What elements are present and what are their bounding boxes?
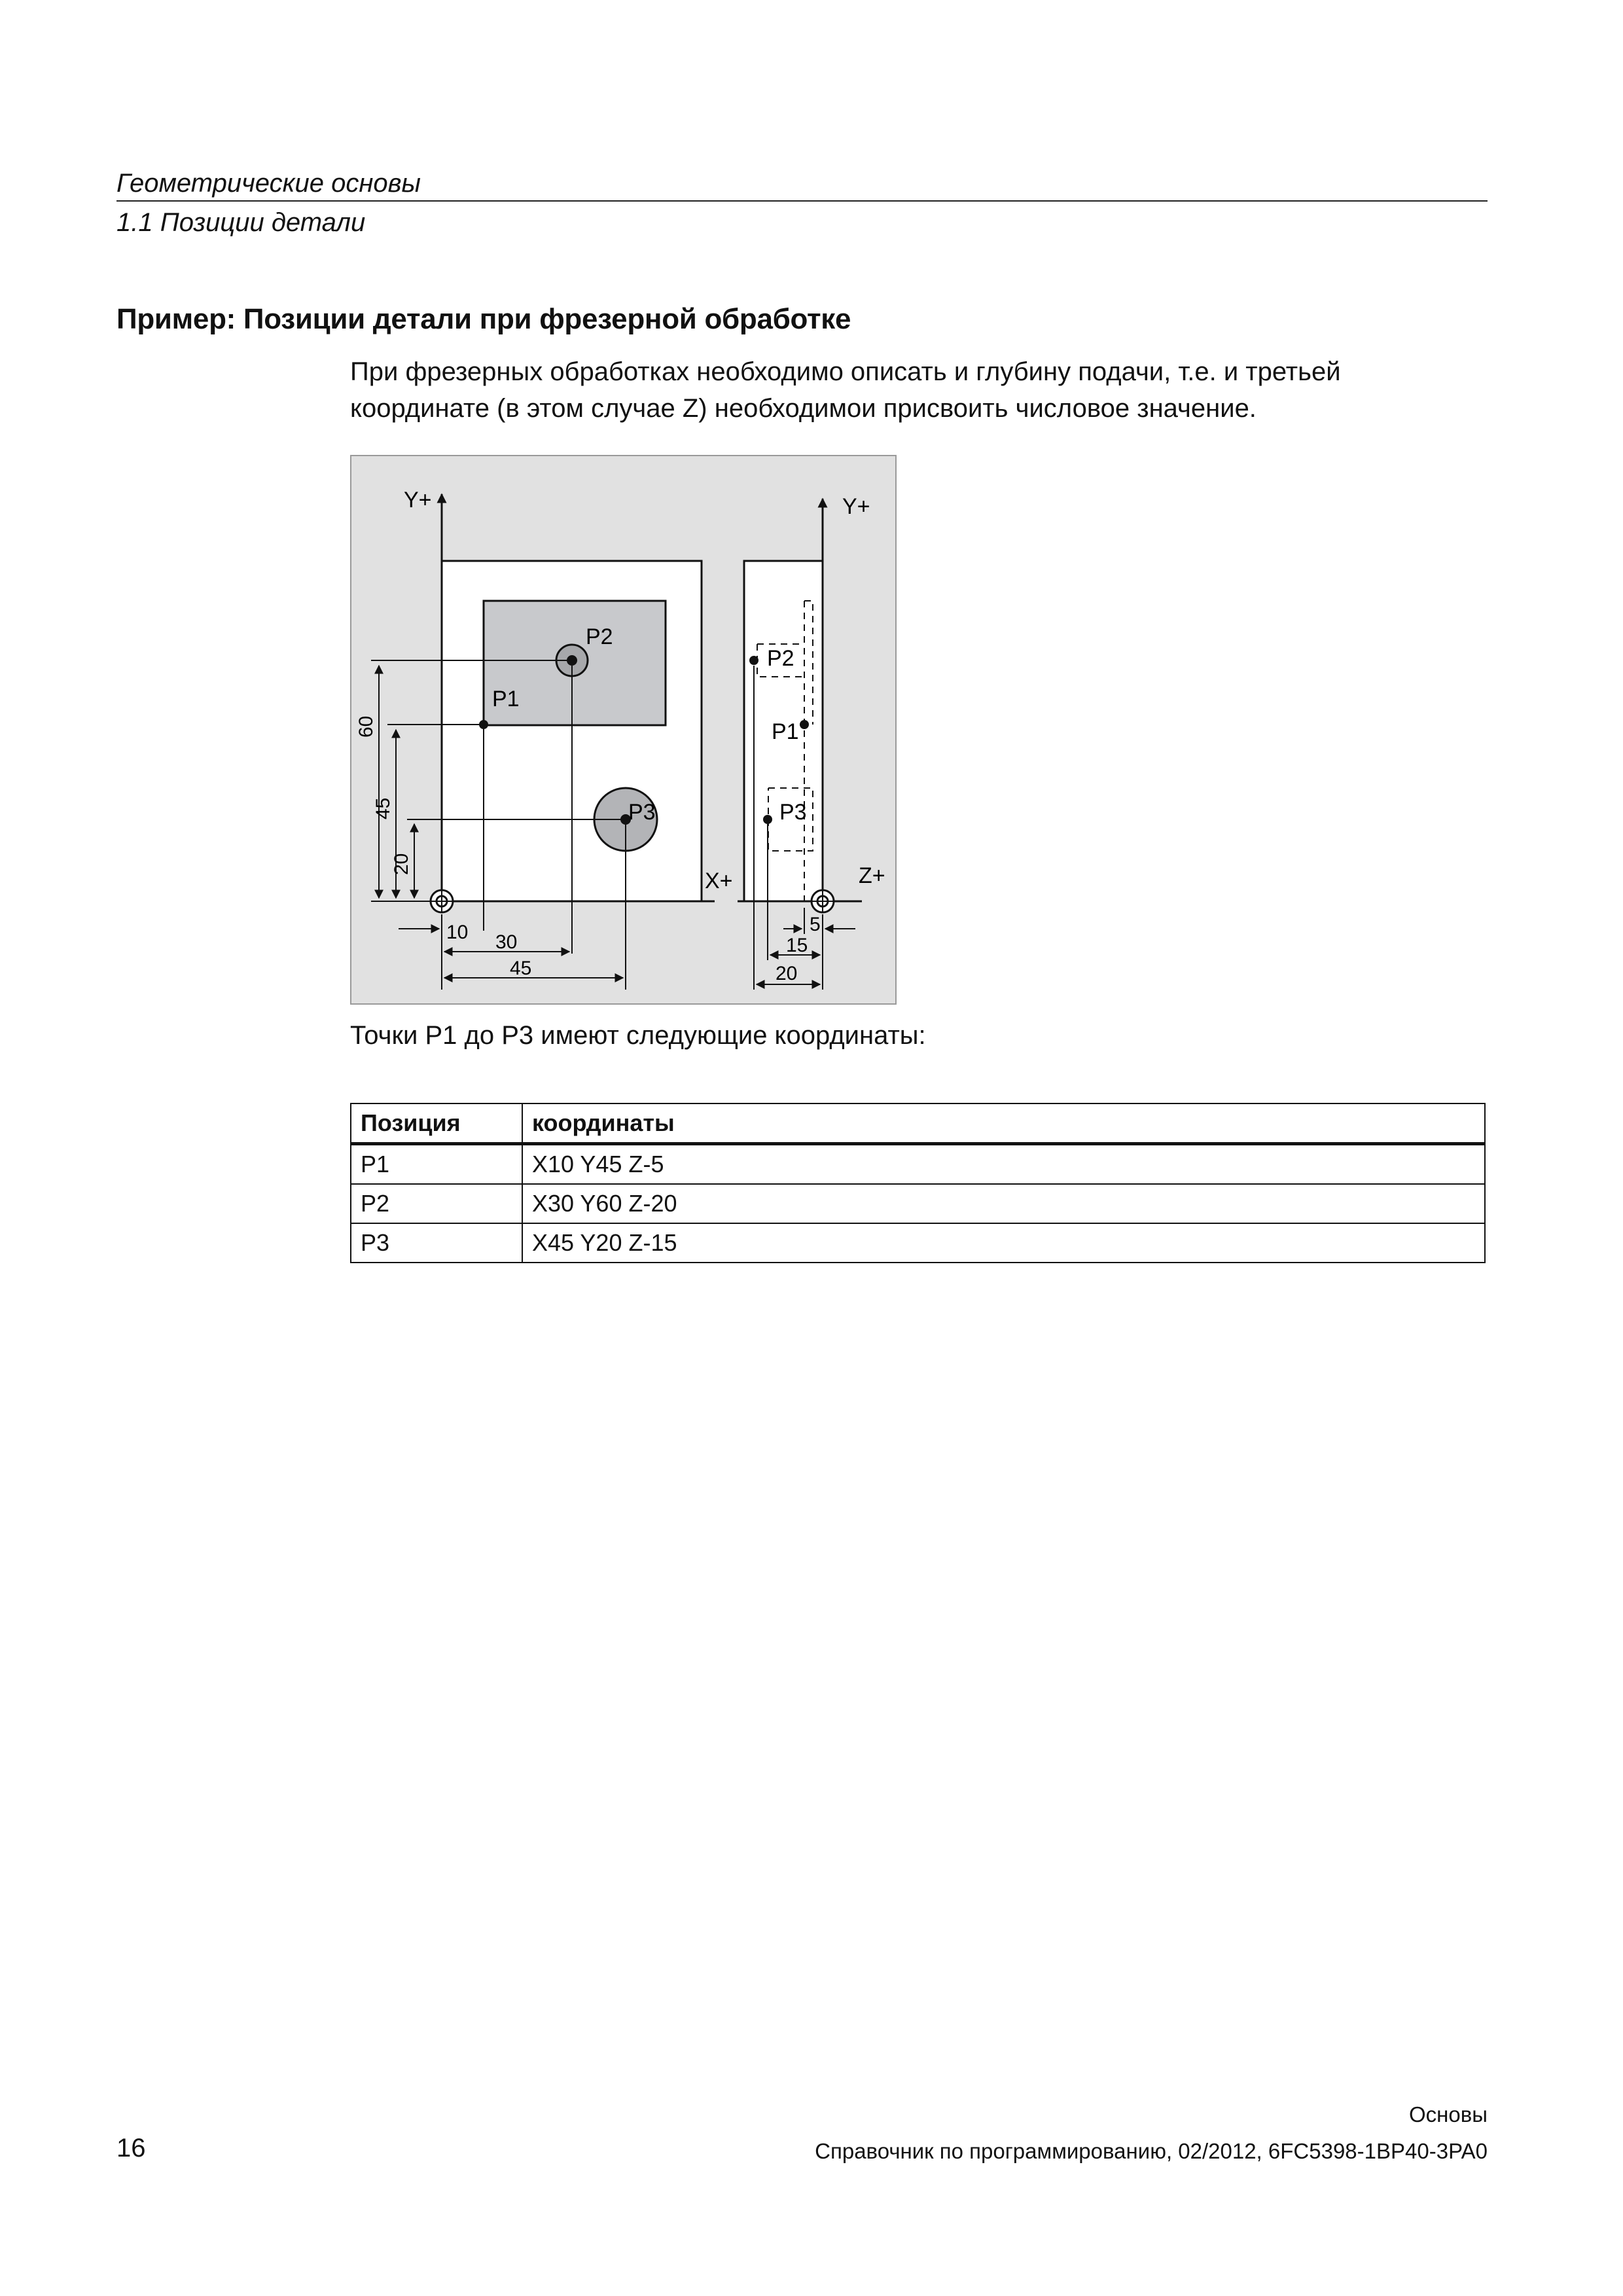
dim-x-45: 45 (510, 958, 532, 979)
p3-label: P3 (628, 800, 656, 825)
dim-y-60: 60 (355, 715, 377, 738)
y-axis-right-label: Y+ (842, 494, 870, 519)
dim-y-20: 20 (391, 853, 412, 875)
side-p2-label: P2 (767, 646, 794, 671)
intro-line-2: координате (в этом случае Z) необходимои присвоить числовое значение. (350, 394, 1257, 423)
section-heading: Пример: Позиции детали при фрезерной обработке (116, 303, 851, 335)
header-coords: координаты (522, 1103, 1485, 1144)
figure-caption: Точки P1 до P3 имеют следующие координаты: (350, 1021, 926, 1050)
dim-x-30: 30 (495, 931, 518, 953)
cell-coords: X45 Y20 Z-15 (522, 1223, 1485, 1263)
y-axis-left-label: Y+ (404, 488, 432, 512)
running-header-section: 1.1 Позиции детали (116, 208, 366, 237)
table-row (351, 1184, 1485, 1223)
table-row (351, 1144, 1485, 1185)
cell-coords: X10 Y45 Z-5 (522, 1144, 1485, 1185)
footer-reference: Справочник по программированию, 02/2012, 6FC5398-1BP40-3PA0 (815, 2139, 1488, 2163)
cell-position: P1 (351, 1144, 522, 1185)
workpiece-figure (350, 455, 897, 1005)
dim-z-5: 5 (810, 914, 821, 935)
side-p2-point (749, 656, 758, 665)
table-row (351, 1223, 1485, 1263)
table-header-row (351, 1103, 1485, 1144)
coordinates-table (350, 1103, 1486, 1263)
dim-z-20: 20 (776, 963, 798, 984)
dim-z-15: 15 (786, 935, 808, 956)
header-rule (116, 200, 1488, 202)
dim-y-45: 45 (372, 797, 394, 819)
page-number: 16 (116, 2134, 146, 2162)
intro-line-1: При фрезерных обработках необходимо описать и глубину подачи, т.е. и третьей (350, 357, 1341, 386)
header-position: Позиция (351, 1103, 522, 1144)
p2-label: P2 (586, 624, 613, 649)
side-p1-point (800, 720, 809, 729)
running-header-chapter: Геометрические основы (116, 169, 421, 198)
dim-x-10: 10 (446, 922, 469, 943)
side-p1-label: P1 (772, 719, 799, 744)
p1-label: P1 (492, 687, 520, 711)
x-axis-label: X+ (705, 869, 733, 893)
cell-position: P3 (351, 1223, 522, 1263)
side-p3-point (763, 815, 772, 824)
workpiece-diagram (351, 456, 898, 1006)
cell-position: P2 (351, 1184, 522, 1223)
side-p3-label: P3 (779, 800, 807, 825)
cell-coords: X30 Y60 Z-20 (522, 1184, 1485, 1223)
footer-book-title: Основы (1409, 2102, 1488, 2126)
intro-paragraph (350, 353, 1489, 427)
z-axis-label: Z+ (859, 863, 885, 888)
